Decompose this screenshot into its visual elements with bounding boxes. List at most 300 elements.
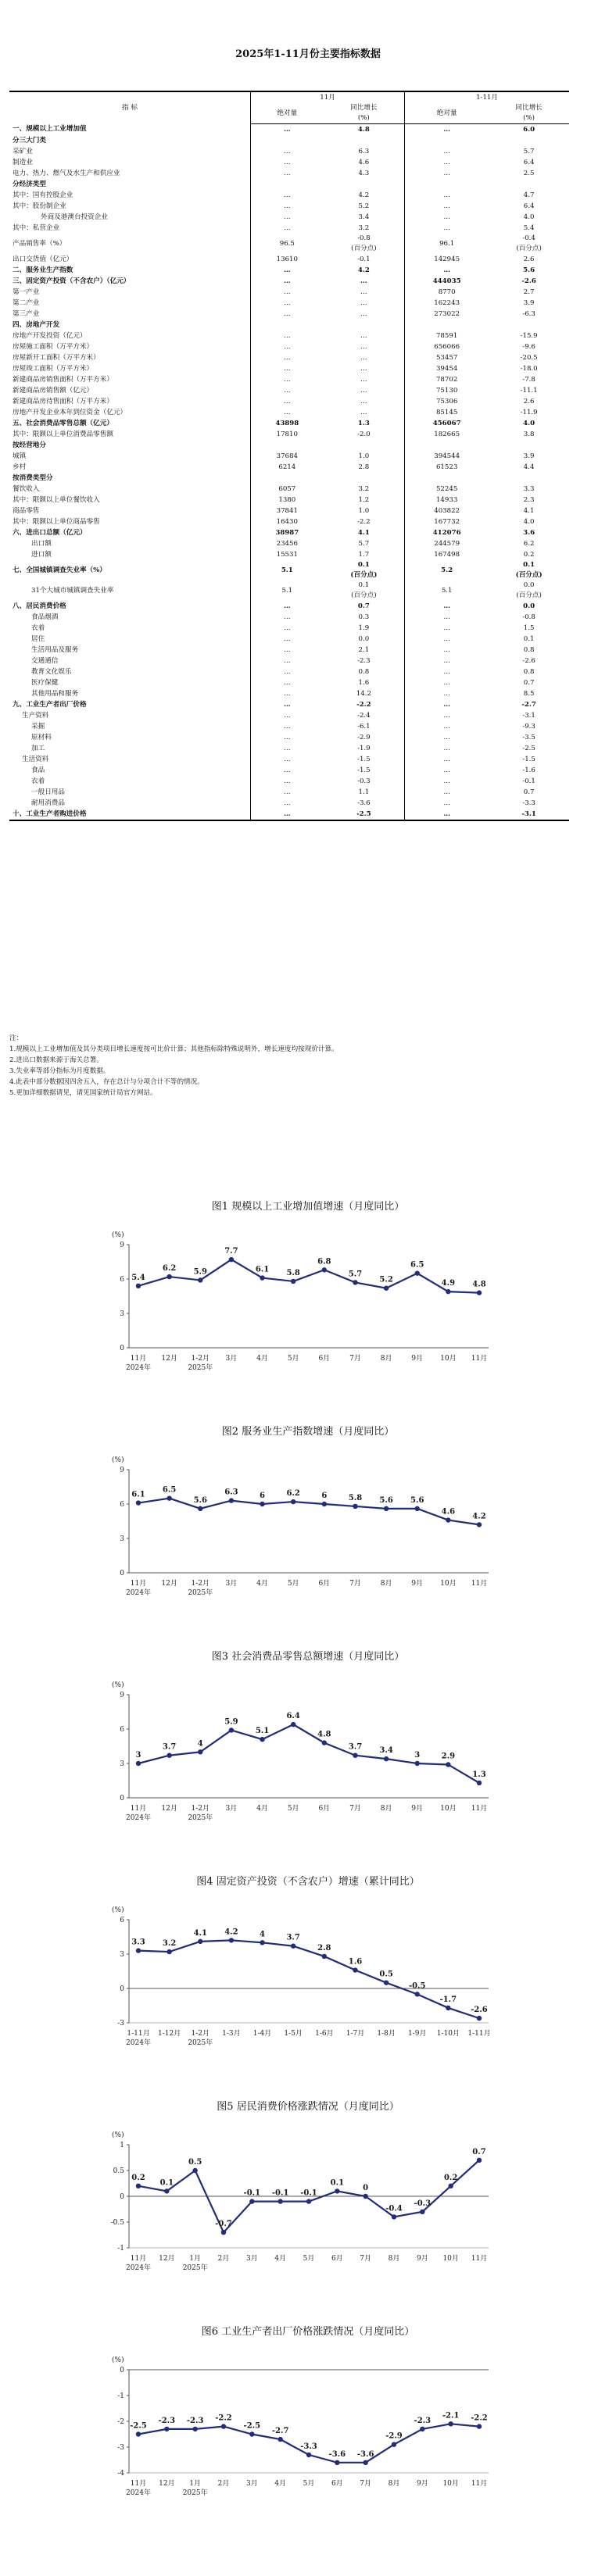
cell-value: … bbox=[284, 408, 291, 416]
table-row bbox=[9, 254, 569, 265]
series-line bbox=[138, 1259, 479, 1293]
cell-value: -3.1 bbox=[522, 711, 535, 720]
cell-nov-abs bbox=[251, 385, 324, 396]
cell-value: -2.9 bbox=[357, 733, 371, 741]
x-tick-label: 10月 bbox=[440, 1580, 457, 1588]
cell-ytd-abs bbox=[405, 429, 489, 440]
cell-nov-yoy bbox=[324, 429, 405, 440]
row-label: 按经营地分 bbox=[13, 441, 46, 449]
notes bbox=[9, 1033, 569, 1099]
x-tick-label: 2月 bbox=[217, 2255, 230, 2263]
cell-nov-abs bbox=[251, 429, 324, 440]
cell-ytd-abs bbox=[405, 623, 489, 634]
data-label: 4.1 bbox=[193, 1928, 207, 1938]
table-row bbox=[9, 688, 569, 699]
cell-value: -11.1 bbox=[520, 386, 538, 395]
table-row bbox=[9, 320, 569, 330]
table-row bbox=[9, 798, 569, 809]
cell-value: … bbox=[443, 266, 450, 274]
cell-value: 0.1 bbox=[357, 561, 370, 569]
data-point bbox=[448, 2421, 453, 2426]
cell-value: 75306 bbox=[435, 397, 458, 406]
x-tick-label: 3月 bbox=[245, 2480, 258, 2488]
cell-nov-yoy bbox=[324, 265, 405, 276]
cell-ytd-yoy bbox=[489, 581, 569, 601]
table-row bbox=[9, 527, 569, 538]
table-row bbox=[9, 787, 569, 798]
cell-ytd-abs bbox=[405, 330, 489, 341]
data-label: 5.8 bbox=[348, 1493, 363, 1502]
cell-nov-yoy bbox=[324, 223, 405, 234]
cell-value: 4.6 bbox=[358, 158, 370, 166]
cell-nov-abs bbox=[251, 254, 324, 265]
cell-nov-abs bbox=[251, 666, 324, 677]
cell-nov-abs bbox=[251, 396, 324, 407]
note-item: 3.失业率等部分指标为月度数据。 bbox=[9, 1067, 110, 1075]
row-label: 八、居民消费价格 bbox=[13, 602, 66, 610]
cell-nov-abs bbox=[251, 754, 324, 765]
cell-value: 412076 bbox=[432, 528, 461, 537]
data-label: -0.7 bbox=[215, 2220, 232, 2229]
cell-nov-abs bbox=[251, 223, 324, 234]
data-point bbox=[229, 1727, 234, 1732]
row-label: 第二产业 bbox=[13, 298, 40, 307]
data-label: 3.2 bbox=[162, 1939, 177, 1949]
data-point bbox=[415, 1992, 420, 1996]
cell-ytd-yoy bbox=[489, 809, 569, 820]
cell-ytd-yoy bbox=[489, 506, 569, 516]
cell-ytd-abs bbox=[405, 581, 489, 601]
row-label: 按消费类型分 bbox=[13, 473, 53, 482]
cell-value: 37841 bbox=[276, 506, 298, 515]
row-label: 一、规模以上工业增加值 bbox=[13, 125, 87, 134]
cell-ytd-yoy bbox=[489, 527, 569, 538]
row-label: 加工 bbox=[31, 744, 45, 752]
chart-industrial-output bbox=[0, 1198, 616, 1432]
cell-value: … bbox=[443, 202, 450, 210]
row-label: 采矿业 bbox=[13, 147, 33, 155]
cell-ytd-abs bbox=[405, 484, 489, 495]
cell-value: 37684 bbox=[276, 452, 298, 460]
data-label: 0.1 bbox=[330, 2178, 345, 2188]
cell-nov-yoy bbox=[324, 212, 405, 223]
cell-value: 4.2 bbox=[358, 191, 370, 199]
data-point bbox=[353, 1504, 357, 1509]
cell-value: 3.8 bbox=[523, 430, 535, 438]
cell-value: -2.4 bbox=[357, 711, 371, 720]
row-label: 一般日用品 bbox=[31, 788, 65, 796]
row-label: 其中：股份制企业 bbox=[13, 202, 66, 210]
x-tick-label: 10月 bbox=[440, 1355, 457, 1363]
cell-nov-abs bbox=[251, 809, 324, 820]
cell-nov-yoy bbox=[324, 396, 405, 407]
cell-nov-yoy bbox=[324, 309, 405, 320]
data-label: 6.5 bbox=[410, 1260, 424, 1270]
cell-nov-abs bbox=[251, 506, 324, 516]
cell-value: … bbox=[284, 147, 291, 155]
cell-ytd-abs bbox=[405, 179, 489, 190]
table-row bbox=[9, 754, 569, 765]
cell-ytd-abs bbox=[405, 254, 489, 265]
cell-nov-yoy bbox=[324, 549, 405, 560]
x-tick-label: 7月 bbox=[360, 2480, 372, 2488]
cell-value: 142945 bbox=[434, 255, 460, 263]
data-point bbox=[353, 1753, 357, 1758]
table-row bbox=[9, 429, 569, 440]
cell-value: … bbox=[443, 634, 450, 643]
cell-value: 1.1 bbox=[358, 788, 370, 796]
table-row bbox=[9, 516, 569, 527]
data-label: 5.6 bbox=[193, 1495, 207, 1505]
x-tick-label: 5月 bbox=[303, 2480, 315, 2488]
y-tick-label: 0.5 bbox=[113, 2167, 124, 2175]
cell-value: … bbox=[360, 375, 367, 384]
cell-value: 2.8 bbox=[358, 463, 370, 471]
x-tick-label: 4月 bbox=[256, 1805, 268, 1813]
data-label: 3.3 bbox=[131, 1938, 145, 1947]
cell-nov-abs bbox=[251, 721, 324, 732]
data-point bbox=[198, 1939, 202, 1944]
cell-ytd-yoy bbox=[489, 538, 569, 549]
cell-value: … bbox=[443, 809, 450, 818]
note-item: 4.此表中部分数据因四舍五入，存在总计与分项合计不等的情况。 bbox=[9, 1078, 204, 1086]
year-label: 2024年 bbox=[126, 1364, 151, 1372]
chart-title: 图4 固定资产投资（不含农户）增速（累计同比） bbox=[196, 1876, 420, 1888]
cell-nov-abs bbox=[251, 179, 324, 190]
cell-value: … bbox=[284, 331, 291, 340]
cell-ytd-abs bbox=[405, 601, 489, 612]
cell-value: 2.5 bbox=[523, 169, 535, 177]
cell-value: … bbox=[284, 766, 291, 774]
table-row bbox=[9, 223, 569, 234]
table-row bbox=[9, 157, 569, 168]
cell-value: 0.7 bbox=[523, 788, 535, 796]
cell-value: … bbox=[443, 602, 450, 610]
cell-value: 5.4 bbox=[523, 223, 535, 232]
x-tick-label: 3月 bbox=[225, 1805, 238, 1813]
row-label: 31个大城市城镇调查失业率 bbox=[31, 586, 114, 595]
cell-value: 39454 bbox=[435, 364, 458, 373]
cell-value: -1.6 bbox=[522, 766, 535, 774]
cell-ytd-yoy bbox=[489, 699, 569, 710]
cell-ytd-yoy bbox=[489, 352, 569, 363]
cell-value: … bbox=[284, 309, 291, 318]
data-point bbox=[363, 2194, 367, 2199]
table-row bbox=[9, 265, 569, 276]
data-point bbox=[335, 2460, 339, 2465]
cell-nov-yoy bbox=[324, 385, 405, 396]
cell-ytd-abs bbox=[405, 363, 489, 374]
cell-ytd-abs bbox=[405, 699, 489, 710]
cell-ytd-yoy bbox=[489, 623, 569, 634]
cell-value: -15.9 bbox=[520, 331, 538, 340]
cell-nov-yoy bbox=[324, 516, 405, 527]
table-row bbox=[9, 190, 569, 201]
year-label: 2025年 bbox=[188, 2039, 213, 2047]
cell-value: 78591 bbox=[435, 331, 458, 340]
cell-value: 0.8 bbox=[523, 645, 535, 654]
cell-value: … bbox=[443, 722, 450, 731]
cell-value: -20.5 bbox=[520, 353, 538, 362]
cell-value: 0.1 bbox=[358, 581, 370, 589]
cell-ytd-yoy bbox=[489, 157, 569, 168]
cell-nov-abs bbox=[251, 798, 324, 809]
x-tick-label: 1-2月 bbox=[191, 1580, 210, 1588]
data-point bbox=[384, 1980, 389, 1985]
cell-value: … bbox=[284, 158, 291, 166]
cell-ytd-abs bbox=[405, 765, 489, 776]
data-label: -2.5 bbox=[130, 2421, 147, 2431]
cell-nov-yoy bbox=[324, 234, 405, 254]
cell-value: 4.0 bbox=[523, 213, 535, 221]
cell-value: 0.0 bbox=[523, 581, 535, 589]
data-label: -3.3 bbox=[300, 2442, 317, 2451]
cell-nov-yoy bbox=[324, 581, 405, 601]
cell-value: … bbox=[284, 744, 291, 752]
row-label: 衣着 bbox=[31, 623, 45, 632]
col-indicator: 指 标 bbox=[9, 91, 251, 124]
table-row bbox=[9, 634, 569, 645]
cell-ytd-abs bbox=[405, 527, 489, 538]
cell-ytd-abs bbox=[405, 721, 489, 732]
y-tick-label: -0.5 bbox=[110, 2219, 124, 2227]
cell-value: … bbox=[360, 342, 367, 351]
data-label: -0.5 bbox=[408, 1981, 426, 1991]
cell-nov-abs bbox=[251, 634, 324, 645]
cell-nov-abs bbox=[251, 330, 324, 341]
year-label: 2025年 bbox=[188, 1364, 213, 1372]
cell-nov-abs bbox=[251, 516, 324, 527]
cell-value: … bbox=[443, 613, 450, 621]
cell-value: 13610 bbox=[276, 255, 298, 263]
cell-value: 0.0 bbox=[358, 634, 370, 643]
x-tick-label: 1月 bbox=[189, 2480, 202, 2488]
x-tick-label: 1-8月 bbox=[377, 2030, 396, 2038]
row-label: 第一产业 bbox=[13, 288, 40, 296]
cell-ytd-yoy bbox=[489, 287, 569, 298]
cell-value: … bbox=[443, 147, 450, 155]
table-row bbox=[9, 656, 569, 666]
cell-ytd-abs bbox=[405, 212, 489, 223]
cell-value: -0.8 bbox=[357, 234, 371, 242]
cell-value: 394544 bbox=[434, 452, 460, 460]
data-point bbox=[136, 1948, 141, 1953]
table-row bbox=[9, 451, 569, 462]
table-row bbox=[9, 743, 569, 754]
cell-value: 6.3 bbox=[358, 147, 370, 155]
cell-ytd-abs bbox=[405, 809, 489, 820]
cell-value: … bbox=[443, 656, 450, 665]
row-label: 分三大门类 bbox=[13, 136, 46, 145]
cell-value: 6.2 bbox=[523, 539, 535, 548]
data-label: -2.2 bbox=[215, 2413, 232, 2423]
cell-nov-abs bbox=[251, 473, 324, 484]
cell-value: 78702 bbox=[435, 375, 458, 384]
data-label: 6.2 bbox=[162, 1264, 177, 1274]
row-label: 交通通信 bbox=[31, 656, 59, 665]
unit-label: (%) bbox=[112, 1456, 124, 1464]
data-point bbox=[446, 1289, 450, 1294]
cell-nov-yoy bbox=[324, 363, 405, 374]
cell-value: … bbox=[284, 213, 291, 221]
col-nov: 11月 bbox=[251, 91, 405, 103]
data-point bbox=[446, 1517, 450, 1522]
cell-nov-abs bbox=[251, 352, 324, 363]
data-point bbox=[249, 2431, 254, 2436]
x-tick-label: 1-7月 bbox=[346, 2030, 365, 2038]
cell-value: … bbox=[443, 125, 450, 134]
table-row bbox=[9, 560, 569, 581]
cell-ytd-yoy bbox=[489, 429, 569, 440]
unit-label: (%) bbox=[112, 2356, 124, 2364]
cell-value: … bbox=[284, 202, 291, 210]
cell-nov-abs bbox=[251, 265, 324, 276]
cell-ytd-yoy bbox=[489, 754, 569, 765]
cell-ytd-abs bbox=[405, 677, 489, 688]
cell-value: 0.1 bbox=[523, 634, 535, 643]
table-row bbox=[9, 330, 569, 341]
data-point bbox=[291, 1944, 295, 1949]
cell-value: 1.3 bbox=[357, 419, 370, 427]
cell-nov-yoy bbox=[324, 418, 405, 429]
x-tick-label: 5月 bbox=[303, 2255, 315, 2263]
data-point bbox=[167, 1274, 171, 1279]
cell-value: 5.1 bbox=[281, 586, 293, 595]
cell-value: -0.4 bbox=[522, 234, 535, 242]
cell-ytd-yoy bbox=[489, 135, 569, 146]
data-label: -2.5 bbox=[243, 2421, 261, 2431]
cell-ytd-yoy bbox=[489, 146, 569, 157]
cell-value: 5.1 bbox=[441, 586, 453, 595]
cell-ytd-abs bbox=[405, 374, 489, 385]
row-label: 出口额 bbox=[31, 539, 52, 548]
cell-value: … bbox=[443, 213, 450, 221]
data-label: 6.5 bbox=[162, 1485, 177, 1495]
cell-nov-yoy bbox=[324, 666, 405, 677]
cell-value: 162243 bbox=[434, 298, 460, 307]
cell-nov-yoy bbox=[324, 743, 405, 754]
table-row bbox=[9, 396, 569, 407]
cell-nov-abs bbox=[251, 601, 324, 612]
cell-value: 0.8 bbox=[523, 667, 535, 676]
y-tick-label: 0 bbox=[120, 1795, 124, 1802]
cell-value: … bbox=[360, 408, 367, 416]
cell-value: -7.8 bbox=[522, 375, 535, 384]
x-tick-label: 5月 bbox=[287, 1805, 299, 1813]
cell-value: -2.2 bbox=[356, 700, 371, 709]
cell-nov-abs bbox=[251, 418, 324, 429]
x-tick-label: 6月 bbox=[318, 1355, 331, 1363]
row-label: 采掘 bbox=[31, 722, 45, 731]
x-tick-label: 3月 bbox=[245, 2255, 258, 2263]
cell-nov-abs bbox=[251, 581, 324, 601]
cell-ytd-abs bbox=[405, 634, 489, 645]
cell-value: -1.5 bbox=[357, 766, 371, 774]
data-label: -2.3 bbox=[158, 2416, 176, 2425]
cell-value: -1.5 bbox=[522, 755, 535, 763]
cell-value: … bbox=[360, 331, 367, 340]
data-label: 2.9 bbox=[441, 1752, 456, 1761]
x-tick-label: 11月 bbox=[130, 1580, 147, 1588]
data-label: 4.8 bbox=[472, 1280, 486, 1289]
x-tick-label: 11月 bbox=[471, 1355, 488, 1363]
data-point bbox=[167, 1495, 171, 1500]
y-tick-label: 0 bbox=[120, 1345, 124, 1352]
cell-nov-yoy bbox=[324, 798, 405, 809]
cell-ytd-abs bbox=[405, 396, 489, 407]
table-row bbox=[9, 234, 569, 254]
cell-ytd-abs bbox=[405, 223, 489, 234]
chart-title: 图1 规模以上工业增加值增速（月度同比） bbox=[211, 1201, 405, 1213]
cell-nov-abs bbox=[251, 765, 324, 776]
cell-nov-abs bbox=[251, 135, 324, 146]
data-point bbox=[198, 1277, 202, 1282]
x-tick-label: 10月 bbox=[440, 1805, 457, 1813]
data-point bbox=[260, 1737, 264, 1742]
data-label: 6.1 bbox=[131, 1490, 145, 1499]
data-point bbox=[477, 1290, 482, 1295]
cell-ytd-yoy bbox=[489, 677, 569, 688]
cell-nov-yoy bbox=[324, 776, 405, 787]
x-tick-label: 11月 bbox=[130, 2480, 147, 2488]
data-label: -0.1 bbox=[271, 2188, 289, 2198]
cell-ytd-yoy bbox=[489, 451, 569, 462]
row-label: 乡村 bbox=[13, 463, 27, 471]
data-point bbox=[415, 1761, 420, 1766]
x-tick-label: 1月 bbox=[189, 2255, 202, 2263]
table-row bbox=[9, 352, 569, 363]
data-point bbox=[335, 2188, 339, 2193]
cell-nov-yoy bbox=[324, 124, 405, 136]
table-row bbox=[9, 601, 569, 612]
data-label: 3.7 bbox=[162, 1742, 177, 1752]
cell-nov-abs bbox=[251, 320, 324, 330]
cell-ytd-yoy bbox=[489, 634, 569, 645]
cell-value: 3.3 bbox=[523, 484, 535, 493]
row-label: 原材料 bbox=[31, 733, 52, 741]
cell-value: 1.2 bbox=[358, 495, 370, 504]
table-row bbox=[9, 440, 569, 451]
cell-value: … bbox=[284, 342, 291, 351]
cell-ytd-abs bbox=[405, 754, 489, 765]
cell-nov-abs bbox=[251, 374, 324, 385]
row-label: 第三产业 bbox=[13, 309, 40, 318]
data-label: 0 bbox=[363, 2184, 369, 2192]
data-label: 6.8 bbox=[317, 1257, 331, 1267]
cell-value: … bbox=[284, 656, 291, 665]
cell-nov-yoy bbox=[324, 352, 405, 363]
cell-value: 96.5 bbox=[279, 239, 295, 248]
data-label: -2.2 bbox=[471, 2413, 488, 2423]
cell-value: 6.4 bbox=[523, 158, 535, 166]
data-label: 5.1 bbox=[255, 1727, 270, 1736]
cell-value: -0.8 bbox=[522, 613, 535, 621]
row-label: 分经济类型 bbox=[13, 180, 46, 188]
cell-value: 0.2 bbox=[523, 550, 535, 559]
table-row bbox=[9, 765, 569, 776]
cell-ytd-yoy bbox=[489, 168, 569, 179]
data-point bbox=[446, 1762, 450, 1767]
cell-value: … bbox=[443, 689, 450, 698]
table-row bbox=[9, 385, 569, 396]
data-point bbox=[384, 1286, 389, 1291]
x-tick-label: 1-9月 bbox=[407, 2030, 427, 2038]
cell-nov-yoy bbox=[324, 451, 405, 462]
cell-nov-yoy bbox=[324, 298, 405, 309]
cell-value: 1.9 bbox=[358, 623, 370, 632]
cell-value: -1.9 bbox=[357, 744, 371, 752]
data-point bbox=[221, 2230, 226, 2235]
